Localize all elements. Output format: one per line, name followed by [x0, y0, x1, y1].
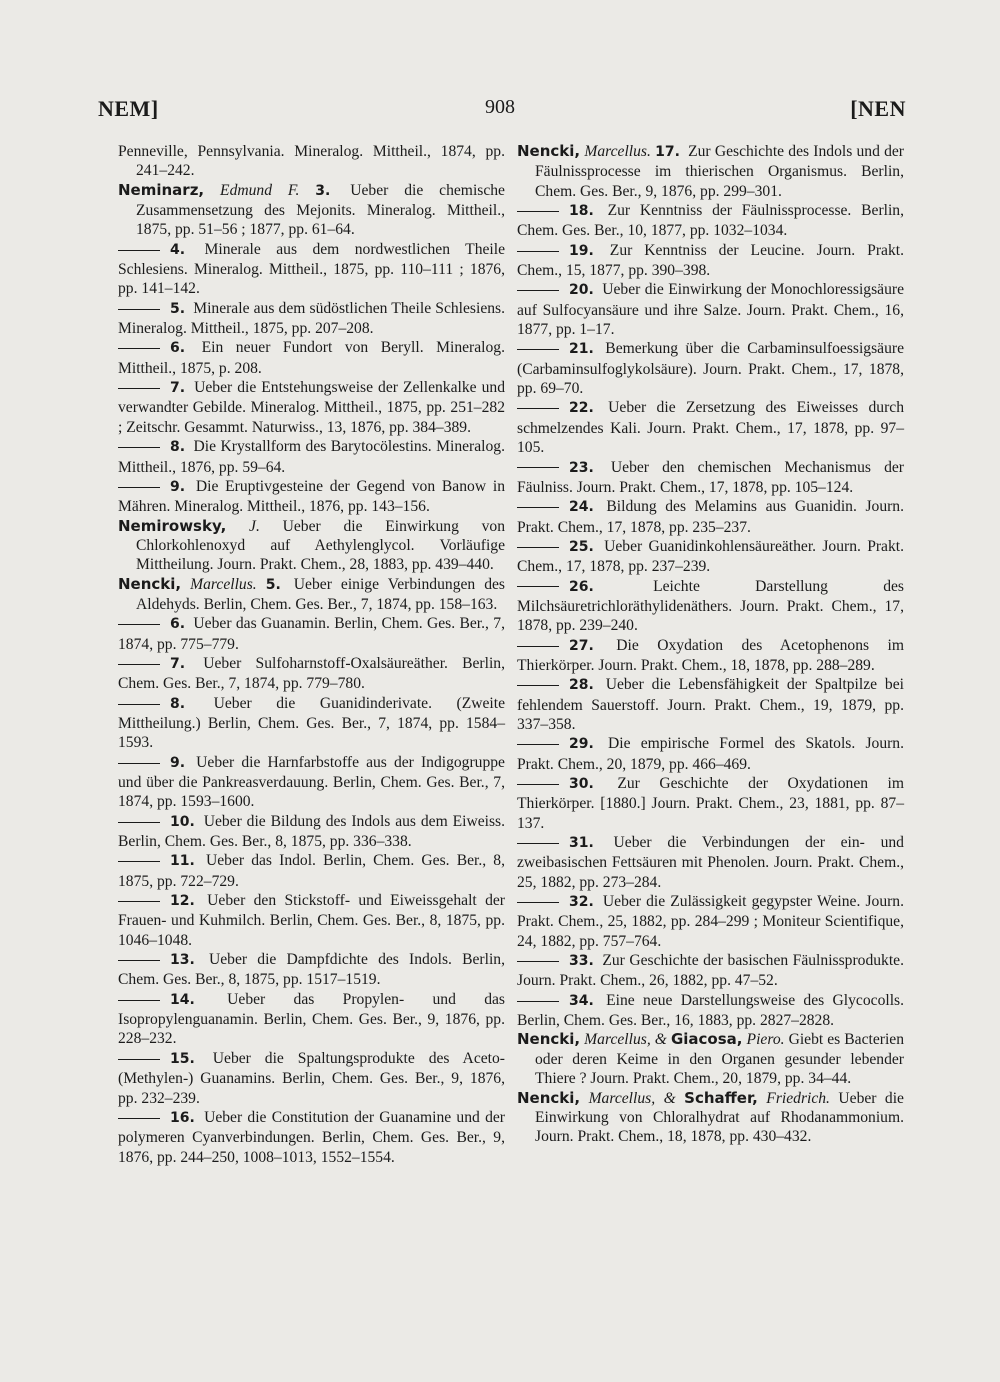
entry-number: 17. — [655, 144, 680, 160]
continued-entry — [118, 142, 505, 181]
entry-text: Zur Kenntniss der Fäulnissprocesse. Berlin, Chem. Ges. Ber., 10, 1877, pp. 1032–1034. — [517, 202, 904, 240]
ditto-dash — [118, 447, 160, 448]
author-given-name: J. — [249, 517, 260, 535]
left-column — [118, 142, 505, 1167]
author-entry — [118, 575, 505, 615]
ditto-dash — [118, 1118, 160, 1119]
entry-number: 14. — [170, 991, 195, 1008]
ditto-dash — [118, 1000, 160, 1001]
author-given-name: Edmund F. — [220, 181, 300, 199]
ditto-dash — [517, 547, 559, 548]
entry-text: Ueber das Guanamin. Berlin, Chem. Ges. Ber., 7, 1874, pp. 775–779. — [118, 615, 505, 653]
ditto-dash — [517, 646, 559, 647]
author-entry — [118, 181, 505, 240]
sub-entry — [517, 951, 904, 991]
entry-text: Ueber die Zersetzung des Eiweisses durch schmelzendes Kali. Journ. Prakt. Chem., 17, 1878, pp. 97–105. — [517, 399, 904, 457]
sub-entry — [517, 577, 904, 636]
entry-text: Die Eruptivgesteine der Gegend von Banow in Mähren. Mineralog. Mittheil., 1876, pp. 143–156. — [118, 477, 505, 516]
sub-entry — [517, 675, 904, 734]
entry-number: 25. — [569, 538, 594, 555]
entry-text: Bildung des Melamins aus Guanidin. Journ. Prakt. Chem., 17, 1878, pp. 235–237. — [517, 498, 905, 536]
entry-text: Zur Geschichte der basischen Fäulnissprodukte. Journ. Prakt. Chem., 26, 1882, pp. 47–52. — [517, 952, 904, 990]
ditto-dash — [118, 388, 160, 389]
entry-text: Minerale aus dem südöstlichen Theile Schlesiens. Mineralog. Mittheil., 1875, pp. 207–208. — [118, 299, 505, 338]
sub-entry — [517, 280, 904, 339]
entry-text: Ueber Sulfoharnstoff-Oxalsäureäther. Berlin, Chem. Ges. Ber., 7, 1874, pp. 779–780. — [118, 654, 505, 693]
running-header — [0, 96, 1000, 126]
ditto-dash — [517, 902, 559, 903]
sub-entry — [118, 753, 505, 812]
sub-entry — [517, 833, 904, 892]
entry-number: 5. — [170, 300, 186, 317]
entry-text: Bemerkung über die Carbaminsulfoessigsäure (Carbaminsulfoglykolsäure). Journ. Prakt. Chem., 17, 1878, pp. 69–70. — [517, 340, 904, 398]
entry-text: Minerale aus dem nordwestlichen Theile Schlesiens. Mineralog. Mittheil., 1875, pp. 110–111 ; 1876, pp. 141–142. — [118, 240, 506, 298]
ditto-dash — [118, 763, 160, 764]
ditto-dash — [517, 1001, 559, 1002]
entry-text: Ueber das Indol. Berlin, Chem. Ges. Ber., 8, 1875, pp. 722–729. — [118, 852, 505, 890]
ditto-dash — [118, 250, 160, 251]
page-number: 908 — [485, 96, 515, 118]
author-entry — [517, 1030, 904, 1088]
entry-text: Ueber die Guanidinderivate. (Zweite Mittheilung.) Berlin, Chem. Ges. Ber., 7, 1874, pp. 1584–1593. — [118, 694, 505, 752]
entry-number: 31. — [569, 835, 594, 852]
ditto-dash — [517, 744, 559, 745]
sub-entry — [517, 201, 904, 241]
entry-number: 9. — [170, 478, 186, 495]
entry-text: Ueber die chemische Zusammensetzung des Mejonits. Mineralog. Mittheil., 1875, pp. 51–56 ; 1877, pp. 61–64. — [136, 181, 505, 239]
sub-entry — [118, 851, 505, 891]
right-column — [517, 142, 904, 1147]
sub-entry — [118, 891, 505, 950]
sub-entry — [118, 654, 505, 694]
entry-number: 18. — [569, 203, 594, 220]
entry-text: Zur Kenntniss der Leucine. Journ. Prakt. Chem., 15, 1877, pp. 390–398. — [517, 241, 904, 280]
sub-entry — [118, 614, 505, 654]
ditto-dash — [517, 251, 559, 252]
entry-number: 30. — [569, 776, 594, 792]
sub-entry — [517, 497, 904, 537]
entry-text: Ueber die Constitution der Guanamine und der polymeren Cyanverbindungen. Berlin, Chem. Ges. Ber., 9, 1876, pp. 244–250, 1008–1013, 1552–1554. — [118, 1108, 505, 1166]
coauthor-ampersand: & — [654, 1031, 667, 1049]
ditto-dash — [517, 467, 559, 468]
sub-entry — [517, 537, 904, 577]
entry-text: Ueber einige Verbindungen des Aldehyds. Berlin, Chem. Ges. Ber., 7, 1874, pp. 158–163. — [136, 575, 505, 613]
sub-entry — [517, 636, 904, 676]
entry-text: Ueber die Harnfarbstoffe aus der Indigogruppe und über die Pankreasverdauung. Berlin, Chem. Ges. Ber., 7, 1874, pp. 1593–1600. — [118, 753, 505, 811]
entry-text: Die empirische Formel des Skatols. Journ. Prakt. Chem., 20, 1879, pp. 466–469. — [517, 735, 905, 773]
entry-text: Ueber die Spaltungsprodukte des Aceto- (Methylen-) Guanamins. Berlin, Chem. Ges. Ber., 9, 1876, pp. 232–239. — [118, 1049, 505, 1107]
sub-entry — [118, 437, 505, 477]
ditto-dash — [517, 349, 559, 350]
entry-number: 24. — [569, 499, 594, 516]
sub-entry — [517, 774, 904, 833]
entry-number: 28. — [569, 677, 594, 694]
entry-text: Giebt es Bacterien oder deren Keime in den Organen gesunder lebender Thiere ? Journ. Prakt. Chem., 20, 1879, pp. 34–44. — [535, 1031, 905, 1088]
entry-text: Ueber die Dampfdichte des Indols. Berlin, Chem. Ges. Ber., 8, 1875, pp. 1517–1519. — [118, 951, 505, 989]
sub-entry — [118, 338, 505, 378]
entry-text: Ueber den chemischen Mechanismus der Fäulniss. Journ. Prakt. Chem., 17, 1878, pp. 105–124. — [517, 458, 904, 496]
entry-number: 34. — [569, 992, 594, 1009]
author-given-name: Marcellus, — [588, 1089, 656, 1107]
ditto-dash — [517, 843, 559, 844]
sub-entry — [517, 398, 904, 457]
sub-entry — [118, 1049, 505, 1108]
entry-text: Ueber die Einwirkung von Chloralhydrat auf Rhodanammonium. Journ. Prakt. Chem., 18, 1878, pp. 430–432. — [535, 1089, 904, 1146]
header-left-guide: NEM] — [98, 96, 159, 121]
author-surname: Nencki, — [517, 1088, 581, 1107]
ditto-dash — [118, 1059, 160, 1060]
ditto-dash — [517, 408, 559, 409]
sub-entry — [118, 694, 505, 753]
entry-number: 23. — [569, 459, 594, 476]
entry-number: 29. — [569, 736, 594, 753]
coauthor-ampersand: & — [663, 1089, 676, 1107]
sub-entry — [118, 378, 505, 437]
author-entry — [118, 517, 505, 575]
ditto-dash — [118, 822, 160, 823]
entry-text: Eine neue Darstellungsweise des Glycocolls. Berlin, Chem. Ges. Ber., 16, 1883, pp. 2827–2828. — [517, 991, 904, 1030]
entry-number: 7. — [170, 380, 186, 397]
entry-text: Ueber Guanidinkohlensäureäther. Journ. Prakt. Chem., 17, 1878, pp. 237–239. — [517, 537, 905, 576]
entry-number: 26. — [569, 578, 594, 595]
author-given-name: Marcellus. — [584, 143, 651, 160]
entry-text: Zur Geschichte des Indols und der Fäulnissprocesse im thierischen Organismus. Berlin, Chem. Ges. Ber., 9, 1876, pp. 299–301. — [535, 143, 904, 200]
entry-text: Zur Geschichte der Oxydationen im Thierkörper. [1880.] Journ. Prakt. Chem., 23, 1881, pp. 87–137. — [517, 775, 904, 832]
entry-number: 6. — [170, 340, 186, 357]
entry-text: Die Oxydation des Acetophenons im Thierkörper. Journ. Prakt. Chem., 18, 1878, pp. 288–289. — [517, 636, 904, 674]
entry-number: 33. — [569, 953, 594, 970]
coauthor-given-name: Piero. — [746, 1031, 785, 1049]
ditto-dash — [118, 624, 160, 625]
entry-text: Ueber die Einwirkung der Monochloressigsäure auf Sulfocyansäure und ihre Salze. Journ. Prakt. Chem., 16, 1877, pp. 1–17. — [517, 281, 904, 339]
ditto-dash — [118, 487, 160, 488]
entry-number: 15. — [170, 1050, 195, 1067]
entry-text: Die Krystallform des Barytocölestins. Mineralog. Mittheil., 1876, pp. 59–64. — [118, 438, 505, 476]
entry-number: 27. — [569, 637, 594, 654]
sub-entry — [118, 299, 505, 339]
sub-entry — [118, 950, 505, 990]
sub-entry — [517, 241, 904, 281]
entry-number: 8. — [170, 695, 186, 712]
entry-text: Ueber die Zulässigkeit gegypster Weine. Journ. Prakt. Chem., 25, 1882, pp. 284–299 ; Moniteur Scientifique, 24, 1882, pp. 757–764. — [517, 893, 905, 950]
ditto-dash — [118, 309, 160, 310]
author-surname: Neminarz, — [118, 180, 205, 199]
entry-text: Ueber den Stickstoff- und Eiweissgehalt der Frauen- und Kuhmilch. Berlin, Chem. Ges. Ber., 8, 1875, pp. 1046–1048. — [118, 892, 505, 949]
entry-number: 21. — [569, 341, 594, 358]
ditto-dash — [517, 211, 559, 212]
entry-text: Penneville, Pennsylvania. Mineralog. Mittheil., 1874, pp. 241–242. — [118, 143, 505, 180]
sub-entry — [118, 1108, 505, 1167]
sub-entry — [517, 734, 904, 774]
entry-number: 8. — [170, 439, 186, 456]
entry-number: 7. — [170, 655, 186, 672]
entry-number: 22. — [569, 400, 594, 417]
author-given-name: Marcellus, — [584, 1031, 651, 1049]
entry-number: 20. — [569, 282, 594, 299]
coauthor-given-name: Friedrich. — [766, 1089, 830, 1107]
entry-text: Leichte Darstellung des Milchsäuretrichloräthylidenäthers. Journ. Prakt. Chem., 17, 1878, pp. 239–240. — [517, 577, 904, 635]
entry-text: Ueber die Entstehungsweise der Zellenkalke und verwandter Gebilde. Mineralog. Mittheil., 1875, pp. 251–282 ; Zeitschr. Gesammt. Naturwiss., 13, 1876, pp. 384–389. — [118, 379, 505, 436]
ditto-dash — [517, 290, 559, 291]
entry-text: Ueber die Einwirkung von Chlorkohlenoxyd auf Aethylenglycol. Vorläufige Mittheilung. Journ. Prakt. Chem., 28, 1883, pp. 439–440. — [136, 517, 505, 574]
sub-entry — [118, 477, 505, 517]
entry-number: 12. — [170, 893, 195, 910]
sub-entry — [517, 339, 904, 398]
sub-entry — [517, 892, 904, 951]
entry-number: 3. — [315, 182, 331, 199]
entry-number: 19. — [569, 242, 594, 259]
entry-text: Ueber die Verbindungen der ein- und zweibasischen Fettsäuren mit Phenolen. Journ. Prakt. Chem., 25, 1882, pp. 273–284. — [517, 834, 904, 891]
ditto-dash — [118, 348, 160, 349]
ditto-dash — [118, 901, 160, 902]
entry-number: 6. — [170, 616, 186, 633]
ditto-dash — [517, 784, 559, 785]
entry-number: 11. — [170, 853, 195, 870]
sub-entry — [118, 990, 505, 1049]
author-surname: Nencki, — [118, 574, 182, 593]
coauthor-surname: Schaffer, — [684, 1088, 758, 1107]
author-entry — [517, 142, 904, 201]
entry-number: 32. — [569, 894, 594, 911]
entry-number: 16. — [170, 1109, 195, 1126]
ditto-dash — [517, 685, 559, 686]
entry-text: Ueber das Propylen- und das Isopropylenguanamin. Berlin, Chem. Ges. Ber., 9, 1876, pp. 228–232. — [118, 990, 505, 1048]
ditto-dash — [517, 961, 559, 962]
author-surname: Nemirowsky, — [118, 516, 227, 535]
sub-entry — [118, 812, 505, 852]
coauthor-surname: Giacosa, — [670, 1030, 743, 1049]
sub-entry — [118, 240, 505, 299]
author-entry — [517, 1089, 904, 1147]
entry-text: Ueber die Lebensfähigkeit der Spaltpilze bei fehlendem Sauerstoff. Journ. Prakt. Chem., 19, 1879, pp. 337–358. — [517, 676, 904, 733]
author-surname: Nencki, — [517, 1030, 581, 1049]
sub-entry — [517, 991, 904, 1031]
ditto-dash — [118, 664, 160, 665]
ditto-dash — [118, 704, 160, 705]
header-right-guide: [NEN — [850, 96, 906, 121]
entry-number: 4. — [170, 241, 186, 258]
entry-number: 9. — [170, 754, 186, 771]
ditto-dash — [118, 861, 160, 862]
author-given-name: Marcellus. — [190, 575, 257, 593]
author-surname: Nencki, — [517, 142, 581, 160]
ditto-dash — [118, 960, 160, 961]
entry-number: 5. — [265, 576, 281, 593]
entry-text: Ueber die Bildung des Indols aus dem Eiweiss. Berlin, Chem. Ges. Ber., 8, 1875, pp. 336–338. — [118, 812, 505, 851]
ditto-dash — [517, 507, 559, 508]
ditto-dash — [517, 586, 559, 587]
entry-number: 13. — [170, 952, 195, 969]
sub-entry — [517, 458, 904, 498]
entry-text: Ein neuer Fundort von Beryll. Mineralog. Mittheil., 1875, p. 208. — [118, 339, 505, 377]
entry-number: 10. — [170, 813, 195, 830]
